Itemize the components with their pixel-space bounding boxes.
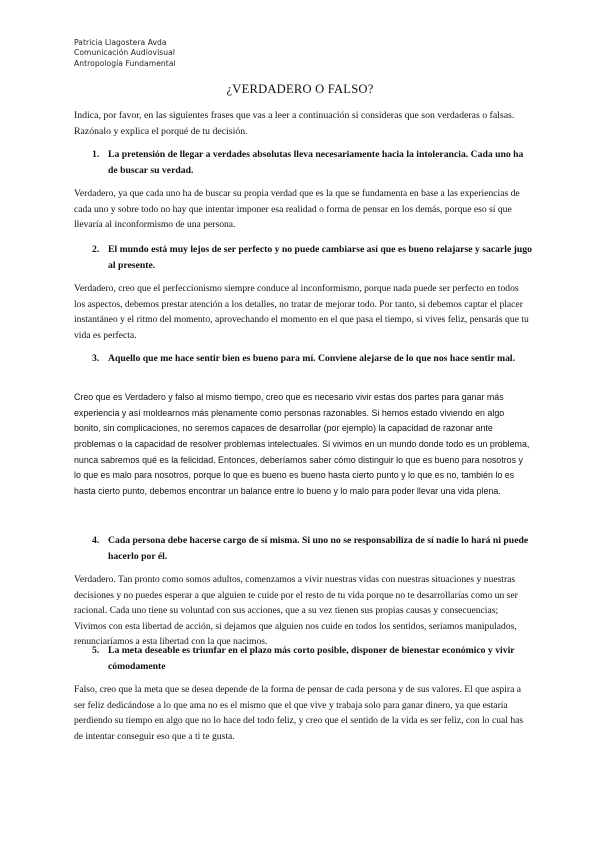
author-name: Patricia Llagostera Avda [74,38,167,47]
question-text: La meta deseable es triunfar en el plazo más corto posible, disponer de bienestar económico y vivir cómodamente [108,645,515,672]
question-4 [92,533,532,564]
question-number: 3. [92,353,100,364]
question-text: La pretensión de llegar a verdades absolutas lleva necesariamente hacia la intolerancia. Cada uno ha de buscar su verdad. [108,149,524,176]
question-number: 2. [92,244,100,255]
question-number: 1. [92,149,100,160]
page-title: ¿VERDADERO O FALSO? [226,82,374,96]
answer-4: Verdadero. Tan pronto como somos adultos, comenzamos a vivir nuestras vidas con nuestras situaciones y nuestras decisiones y no puedes esperar a que alguien te cuide por el resto de tu vida porque no te desarrollarías como un ser racional. Cada uno tiene su voluntad con sus acciones, que a su vez tienen sus propias causas y consecuencias; Vivimos con esta libertad de acción, si dejamos que alguien nos cuide en todos los sentidos, seríamos manipulados, renunciaríamos a esta libertad con la que nacimos. [74,574,518,648]
answer-3: Creo que es Verdadero y falso al mismo tiempo, creo que es necesario vivir estas dos partes para ganar más experiencia y así moldearnos más plenamente como personas razonables. Si hemos estado viviendo en algo bonito, sin complicaciones, no seremos capaces de desarrollar (por ejemplo) la capacidad de razonar ante problemas o la capacidad de resolver problemas intelectuales. Si vivimos en un mundo donde todo es un problema, nunca sabremos qué es la felicidad. Entonces, deberíamos saber cómo distinguir lo que es bueno para nosotros y lo que es malo para nosotros, porque lo que es bueno es bueno hasta cierto punto y lo que es no, también lo es hasta cierto punto, debemos encontrar un balance entre lo bueno y lo malo para poder llevar una vida plena. [74,392,530,496]
question-number: 5. [92,645,100,656]
question-text: Cada persona debe hacerse cargo de sí misma. Si uno no se responsabiliza de sí nadie lo hará ni puede hacerlo por él. [108,535,529,562]
question-3 [92,351,532,367]
author-header [74,38,176,69]
subject-name: Antropología Fundamental [74,58,176,68]
answer-2: Verdadero, creo que el perfeccionismo siempre conduce al inconformismo, porque nada puede ser perfecto en todos los aspectos, debemos prestar atención a los detalles, no tratar de mejorar todo. Por tanto, si debemos captar el placer instantáneo y el ritmo del momento, aprovechando el momento en el que pasa el tiempo, si vives feliz, pensarás que tu vida es perfecta. [74,283,529,341]
course-name: Comunicación Audiovisual [74,48,175,58]
question-text: El mundo está muy lejos de ser perfecto y no puede cambiarse así que es bueno relajarse y sacarle jugo al presente. [108,244,532,271]
question-text: Aquello que me hace sentir bien es bueno para mí. Conviene alejarse de lo que nos hace sentir mal. [108,353,516,364]
intro-paragraph: Indica, por favor, en las siguientes frases que vas a leer a continuación si consideras que son verdaderas o falsas. Razónalo y explica el porqué de tu decisión. [74,110,515,137]
question-number: 4. [92,535,100,546]
answer-1: Verdadero, ya que cada uno ha de buscar su propia verdad que es la que se fundamenta en base a las experiencias de cada uno y sobre todo no hay que intentar imponer esa realidad o forma de pensar en los demás, porque eso sí que llevaría al inconformismo de una persona. [74,188,520,231]
answer-5: Falso, creo que la meta que se desea depende de la forma de pensar de cada persona y de sus valores. El que aspira a ser feliz dedicándose a lo que ama no es el mismo que el que vive y trabaja solo para ganar dinero, ya que estaría perdiendo su tiempo en algo que no lo hace del todo feliz, y creo que el sentido de la vida es ser feliz, con lo cual has de intentar conseguir eso que a ti te gusta. [74,684,524,742]
question-2 [92,242,532,273]
question-1 [92,147,532,178]
question-5 [92,643,532,674]
